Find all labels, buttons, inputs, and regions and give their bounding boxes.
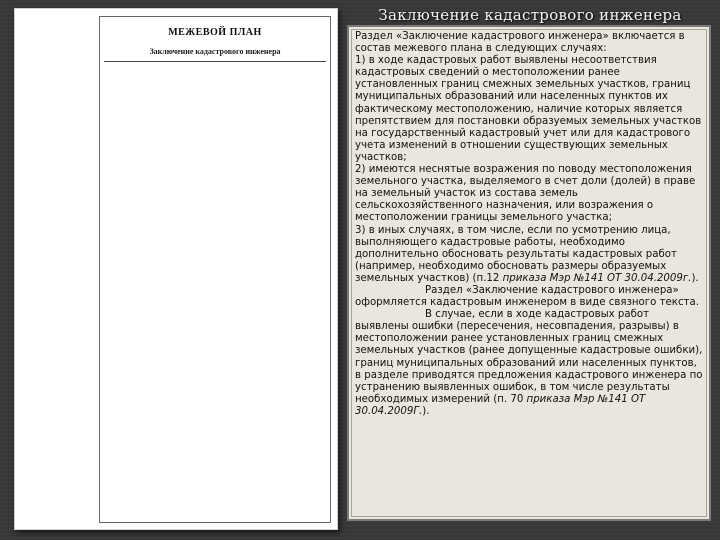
case-3-end: ). [691,272,699,284]
order-reference-2: приказа Мэр №141 ОТ 30.04.2009Г. [355,393,646,417]
paragraph-case-3 [355,225,703,285]
document-subtitle: Заключение кадастрового инженера [149,47,281,56]
paragraph-format: Раздел «Заключение кадастрового инженера» оформляется кадастровым инженером в виде связного текста. [355,284,699,309]
text-panel [347,25,711,521]
order-reference: приказа Мэр №141 ОТ 30.04.2009г. [502,272,692,284]
document-title: МЕЖЕВОЙ ПЛАН [168,27,262,38]
case-3-text: 3) в иных случаях, в том числе, если по усмотрению лица, выполняющего кадастровые работы, необходимо дополнительно обосновать результаты кадастровых работ (например, необходимо обосновать размеры образуемых земельных участков) (п.12 [355,224,677,284]
body-text [355,31,703,418]
document-divider [104,61,326,62]
document-page-preview [14,8,338,530]
errors-end: ). [422,405,430,417]
errors-text: В случае, если в ходе кадастровых работ выявлены ошибки (пересечения, несовпадения, разрывы) в местоположении ранее установленных границ смежных земельных участков (ранее допущенные кадастровые ошибки), границ муниципальных образований или населенных пунктов, в разделе приводятся предложения кадастрового инженера по устранению выявленных ошибок, в том числе результаты необходимых измерений (п. 70 [355,309,703,405]
paragraph-errors [355,309,703,418]
paragraph-case-2: 2) имеются неснятые возражения по поводу местоположения земельного участка, выделяемого в счет доли (долей) в праве на земельный участок из состава земель сельскохозяйственного назначения, или возражения о местоположении границы земельного участка; [355,164,696,224]
paragraph-intro: Раздел «Заключение кадастрового инженера» включается в состав межевого плана в следующих случаях: [355,31,685,55]
slide-title: Заключение кадастрового инженера [378,6,682,24]
document-frame [99,16,331,523]
paragraph-case-1: 1) в ходе кадастровых работ выявлены несоответствия кадастровых сведений о местоположении ранее установленных границ смежных земельных участков, границ муниципальных образований или населенных пунктов их фактическому местоположению, наличие которых является препятствием для постановки образуемых земельных участков на государственный кадастровый учет или для кадастрового учета изменений в отношении существующих земельных участков; [355,55,702,163]
